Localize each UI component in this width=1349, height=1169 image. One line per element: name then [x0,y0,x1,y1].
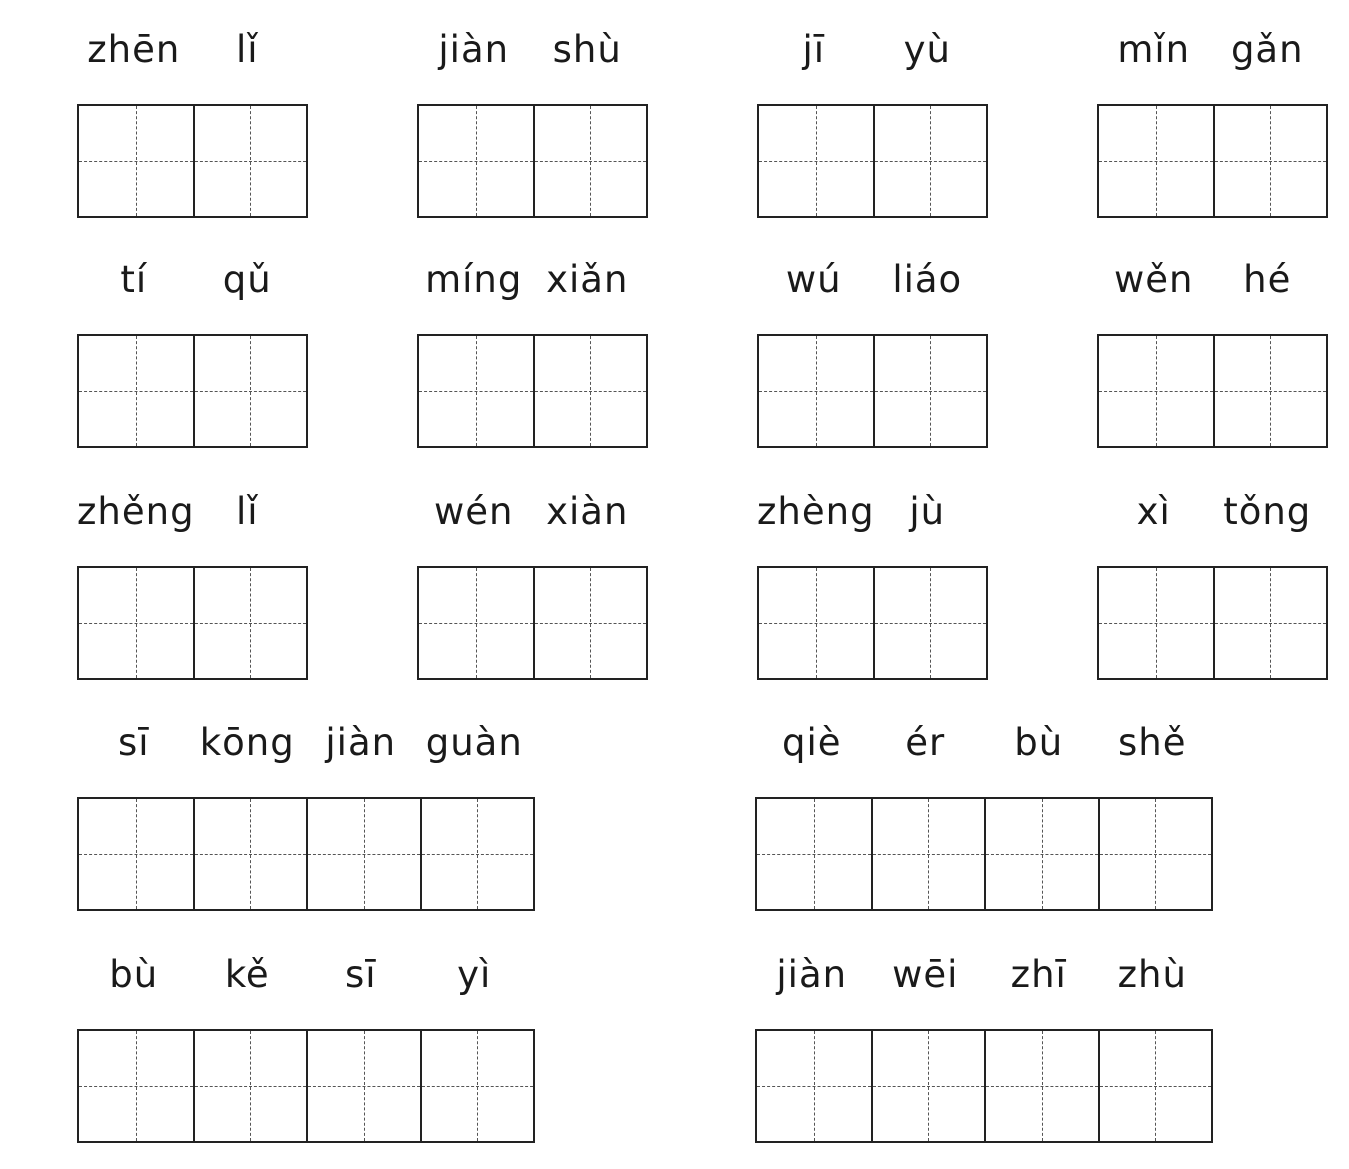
writing-cell[interactable] [420,799,534,909]
pinyin-syllable: qiè [781,721,842,764]
pinyin-syllable: zhěng [77,490,195,533]
word-writing-item [77,20,308,220]
writing-cell[interactable] [306,1031,420,1141]
pinyin-syllable: gǎn [1230,28,1304,71]
pinyin-row [755,945,1209,1005]
horizontal-guide-line [759,623,873,624]
writing-cell[interactable] [419,336,533,446]
writing-cell[interactable] [759,336,873,446]
writing-cell[interactable] [1099,568,1213,678]
pinyin-syllable: qǔ [222,258,272,301]
tianzige-grid [757,104,988,218]
idiom-writing-item [77,945,535,1145]
pinyin-syllable: zhù [1117,953,1187,996]
tianzige-grid [1097,104,1328,218]
pinyin-syllable: sī [117,721,150,764]
idiom-writing-item [77,713,535,913]
pinyin-syllable: xì [1136,490,1171,533]
writing-cell[interactable] [1098,1031,1212,1141]
tianzige-grid [757,566,988,680]
horizontal-guide-line [195,854,307,855]
pinyin-row [1097,250,1324,310]
writing-cell[interactable] [193,106,307,216]
pinyin-row [77,20,304,80]
horizontal-guide-line [1215,161,1327,162]
pinyin-syllable: zhèng [757,490,875,533]
pinyin-syllable: wēi [892,953,959,996]
word-writing-item [1097,482,1328,682]
word-writing-item [417,482,648,682]
pinyin-syllable: shù [552,28,622,71]
horizontal-guide-line [79,1086,193,1087]
horizontal-guide-line [79,854,193,855]
pinyin-syllable: kōng [199,721,295,764]
horizontal-guide-line [1215,623,1327,624]
horizontal-guide-line [875,623,987,624]
writing-cell[interactable] [306,799,420,909]
horizontal-guide-line [308,854,420,855]
tianzige-grid [1097,334,1328,448]
pinyin-syllable: zhēn [87,28,181,71]
pinyin-syllable: tǒng [1223,490,1312,533]
writing-cell[interactable] [79,336,193,446]
writing-cell[interactable] [419,106,533,216]
horizontal-guide-line [422,1086,534,1087]
pinyin-syllable: bù [109,953,159,996]
horizontal-guide-line [535,391,647,392]
pinyin-syllable: ér [905,721,946,764]
writing-cell[interactable] [533,336,647,446]
pinyin-syllable: jiàn [438,28,510,71]
writing-cell[interactable] [757,799,871,909]
pinyin-syllable: yù [903,28,951,71]
pinyin-row [77,482,304,542]
horizontal-guide-line [419,623,533,624]
tianzige-grid [77,566,308,680]
word-writing-item [77,482,308,682]
pinyin-syllable: liáo [892,258,963,301]
writing-cell[interactable] [79,106,193,216]
pinyin-syllable: shě [1118,721,1187,764]
idiom-writing-item [755,945,1213,1145]
word-writing-item [757,20,988,220]
pinyin-row [1097,482,1324,542]
horizontal-guide-line [875,161,987,162]
pinyin-syllable: zhī [1010,953,1067,996]
pinyin-syllable: lǐ [235,490,259,533]
tianzige-grid [757,334,988,448]
horizontal-guide-line [308,1086,420,1087]
pinyin-row [755,713,1209,773]
word-writing-item [417,20,648,220]
tianzige-grid [77,1029,535,1143]
horizontal-guide-line [535,623,647,624]
horizontal-guide-line [759,161,873,162]
horizontal-guide-line [79,623,193,624]
tianzige-grid [77,797,535,911]
pinyin-row [417,250,644,310]
pinyin-row [417,482,644,542]
pinyin-row [1097,20,1324,80]
horizontal-guide-line [1099,623,1213,624]
writing-cell[interactable] [420,1031,534,1141]
writing-cell[interactable] [533,106,647,216]
horizontal-guide-line [986,1086,1098,1087]
writing-cell[interactable] [1213,106,1327,216]
horizontal-guide-line [1215,391,1327,392]
horizontal-guide-line [195,161,307,162]
pinyin-syllable: jù [909,490,946,533]
writing-cell[interactable] [1099,336,1213,446]
tianzige-grid [1097,566,1328,680]
writing-cell[interactable] [873,336,987,446]
horizontal-guide-line [757,1086,871,1087]
tianzige-grid [417,104,648,218]
pinyin-row [77,713,531,773]
writing-cell[interactable] [873,568,987,678]
writing-cell[interactable] [533,568,647,678]
horizontal-guide-line [195,1086,307,1087]
word-writing-item [1097,20,1328,220]
writing-cell[interactable] [193,799,307,909]
word-writing-item [1097,250,1328,450]
pinyin-syllable: bù [1014,721,1064,764]
horizontal-guide-line [1099,391,1213,392]
pinyin-syllable: hé [1243,258,1292,301]
horizontal-guide-line [873,1086,985,1087]
pinyin-syllable: kě [224,953,270,996]
tianzige-grid [417,334,648,448]
writing-cell[interactable] [1098,799,1212,909]
horizontal-guide-line [1100,854,1212,855]
writing-cell[interactable] [984,1031,1098,1141]
pinyin-syllable: jiàn [325,721,397,764]
pinyin-syllable: wén [434,490,514,533]
writing-cell[interactable] [79,799,193,909]
pinyin-syllable: míng [425,258,523,301]
writing-cell[interactable] [79,1031,193,1141]
horizontal-guide-line [875,391,987,392]
pinyin-row [417,20,644,80]
tianzige-grid [417,566,648,680]
horizontal-guide-line [986,854,1098,855]
writing-cell[interactable] [193,336,307,446]
pinyin-row [757,20,984,80]
pinyin-syllable: tí [120,258,148,301]
writing-cell[interactable] [759,568,873,678]
horizontal-guide-line [195,623,307,624]
horizontal-guide-line [1100,1086,1212,1087]
pinyin-syllable: mǐn [1117,28,1191,71]
pinyin-row [77,250,304,310]
writing-cell[interactable] [1099,106,1213,216]
horizontal-guide-line [757,854,871,855]
pinyin-syllable: lǐ [235,28,259,71]
tianzige-grid [755,1029,1213,1143]
pinyin-syllable: jiàn [776,953,848,996]
pinyin-syllable: wěn [1114,258,1194,301]
pinyin-row [757,482,984,542]
writing-cell[interactable] [1213,336,1327,446]
writing-cell[interactable] [871,799,985,909]
tianzige-grid [77,104,308,218]
horizontal-guide-line [759,391,873,392]
horizontal-guide-line [535,161,647,162]
idiom-writing-item [755,713,1213,913]
tianzige-grid [77,334,308,448]
horizontal-guide-line [1099,161,1213,162]
writing-cell[interactable] [757,1031,871,1141]
pinyin-syllable: guàn [425,721,523,764]
horizontal-guide-line [195,391,307,392]
writing-cell[interactable] [193,568,307,678]
horizontal-guide-line [419,391,533,392]
writing-cell[interactable] [871,1031,985,1141]
pinyin-row [77,945,531,1005]
word-writing-item [77,250,308,450]
word-writing-item [757,482,988,682]
pinyin-syllable: yì [457,953,492,996]
horizontal-guide-line [419,161,533,162]
writing-cell[interactable] [984,799,1098,909]
horizontal-guide-line [422,854,534,855]
writing-cell[interactable] [759,106,873,216]
writing-cell[interactable] [1213,568,1327,678]
pinyin-syllable: jī [802,28,826,71]
pinyin-syllable: xiǎn [546,258,629,301]
word-writing-item [757,250,988,450]
writing-cell[interactable] [193,1031,307,1141]
pinyin-row [757,250,984,310]
horizontal-guide-line [79,391,193,392]
horizontal-guide-line [79,161,193,162]
horizontal-guide-line [873,854,985,855]
pinyin-syllable: xiàn [546,490,629,533]
tianzige-grid [755,797,1213,911]
writing-cell[interactable] [79,568,193,678]
writing-cell[interactable] [873,106,987,216]
writing-cell[interactable] [419,568,533,678]
pinyin-syllable: wú [785,258,842,301]
pinyin-syllable: sī [344,953,377,996]
word-writing-item [417,250,648,450]
